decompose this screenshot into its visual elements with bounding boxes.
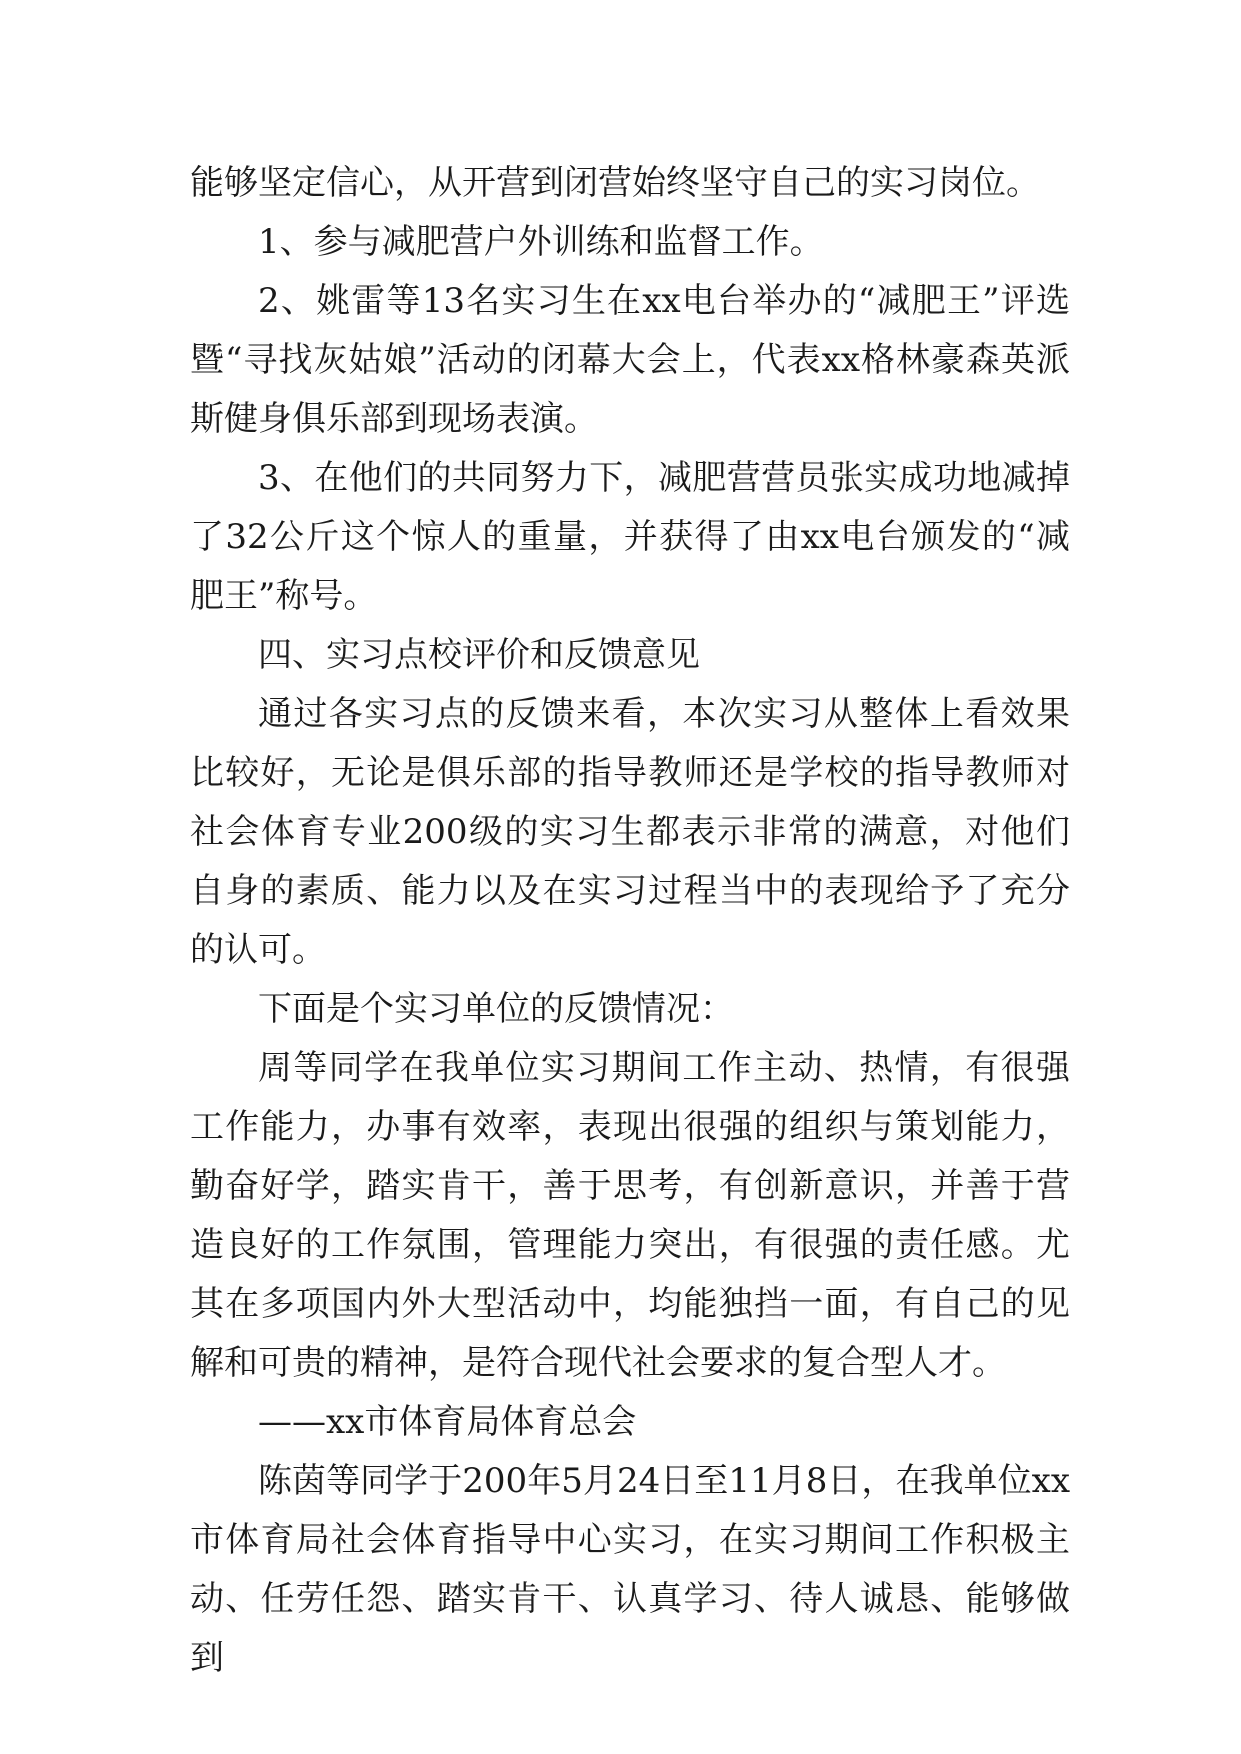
document-body [190, 154, 1070, 1688]
signature-line: ——xx市体育局体育总会 [258, 1402, 637, 1442]
paragraph-overview: 通过各实习点的反馈来看，本次实习从整体上看效果比较好，无论是俱乐部的指导教师还是学校的指导教师对社会体育专业200级的实习生都表示非常的满意，对他们自身的素质、能力以及在实习过程当中的表现给予了充分的认可。 [190, 694, 1070, 970]
paragraph-feedback-zhou: 周等同学在我单位实习期间工作主动、热情，有很强工作能力，办事有效率，表现出很强的组织与策划能力，勤奋好学，踏实肯干，善于思考，有创新意识，并善于营造良好的工作氛围，管理能力突出，有很强的责任感。尤其在多项国内外大型活动中，均能独挡一面，有自己的见解和可贵的精神，是符合现代社会要求的复合型人才。 [190, 1048, 1070, 1383]
list-item-3: 3、在他们的共同努力下，减肥营营员张实成功地减掉了32公斤这个惊人的重量，并获得了由xx电台颁发的“减肥王”称号。 [190, 458, 1070, 616]
paragraph-continuation: 能够坚定信心，从开营到闭营始终坚守自己的实习岗位。 [190, 163, 1040, 203]
paragraph-feedback-intro: 下面是个实习单位的反馈情况： [258, 989, 734, 1029]
list-item-1: 1、参与减肥营户外训练和监督工作。 [258, 222, 824, 262]
section-heading: 四、实习点校评价和反馈意见 [258, 635, 700, 675]
paragraph-feedback-chen: 陈茵等同学于200年5月24日至11月8日，在我单位xx市体育局社会体育指导中心实习，在实习期间工作积极主动、任劳任怨、踏实肯干、认真学习、待人诚恳、能够做到 [190, 1461, 1070, 1678]
list-item-2: 2、姚雷等13名实习生在xx电台举办的“减肥王”评选暨“寻找灰姑娘”活动的闭幕大会上，代表xx格林豪森英派斯健身俱乐部到现场表演。 [190, 281, 1070, 439]
